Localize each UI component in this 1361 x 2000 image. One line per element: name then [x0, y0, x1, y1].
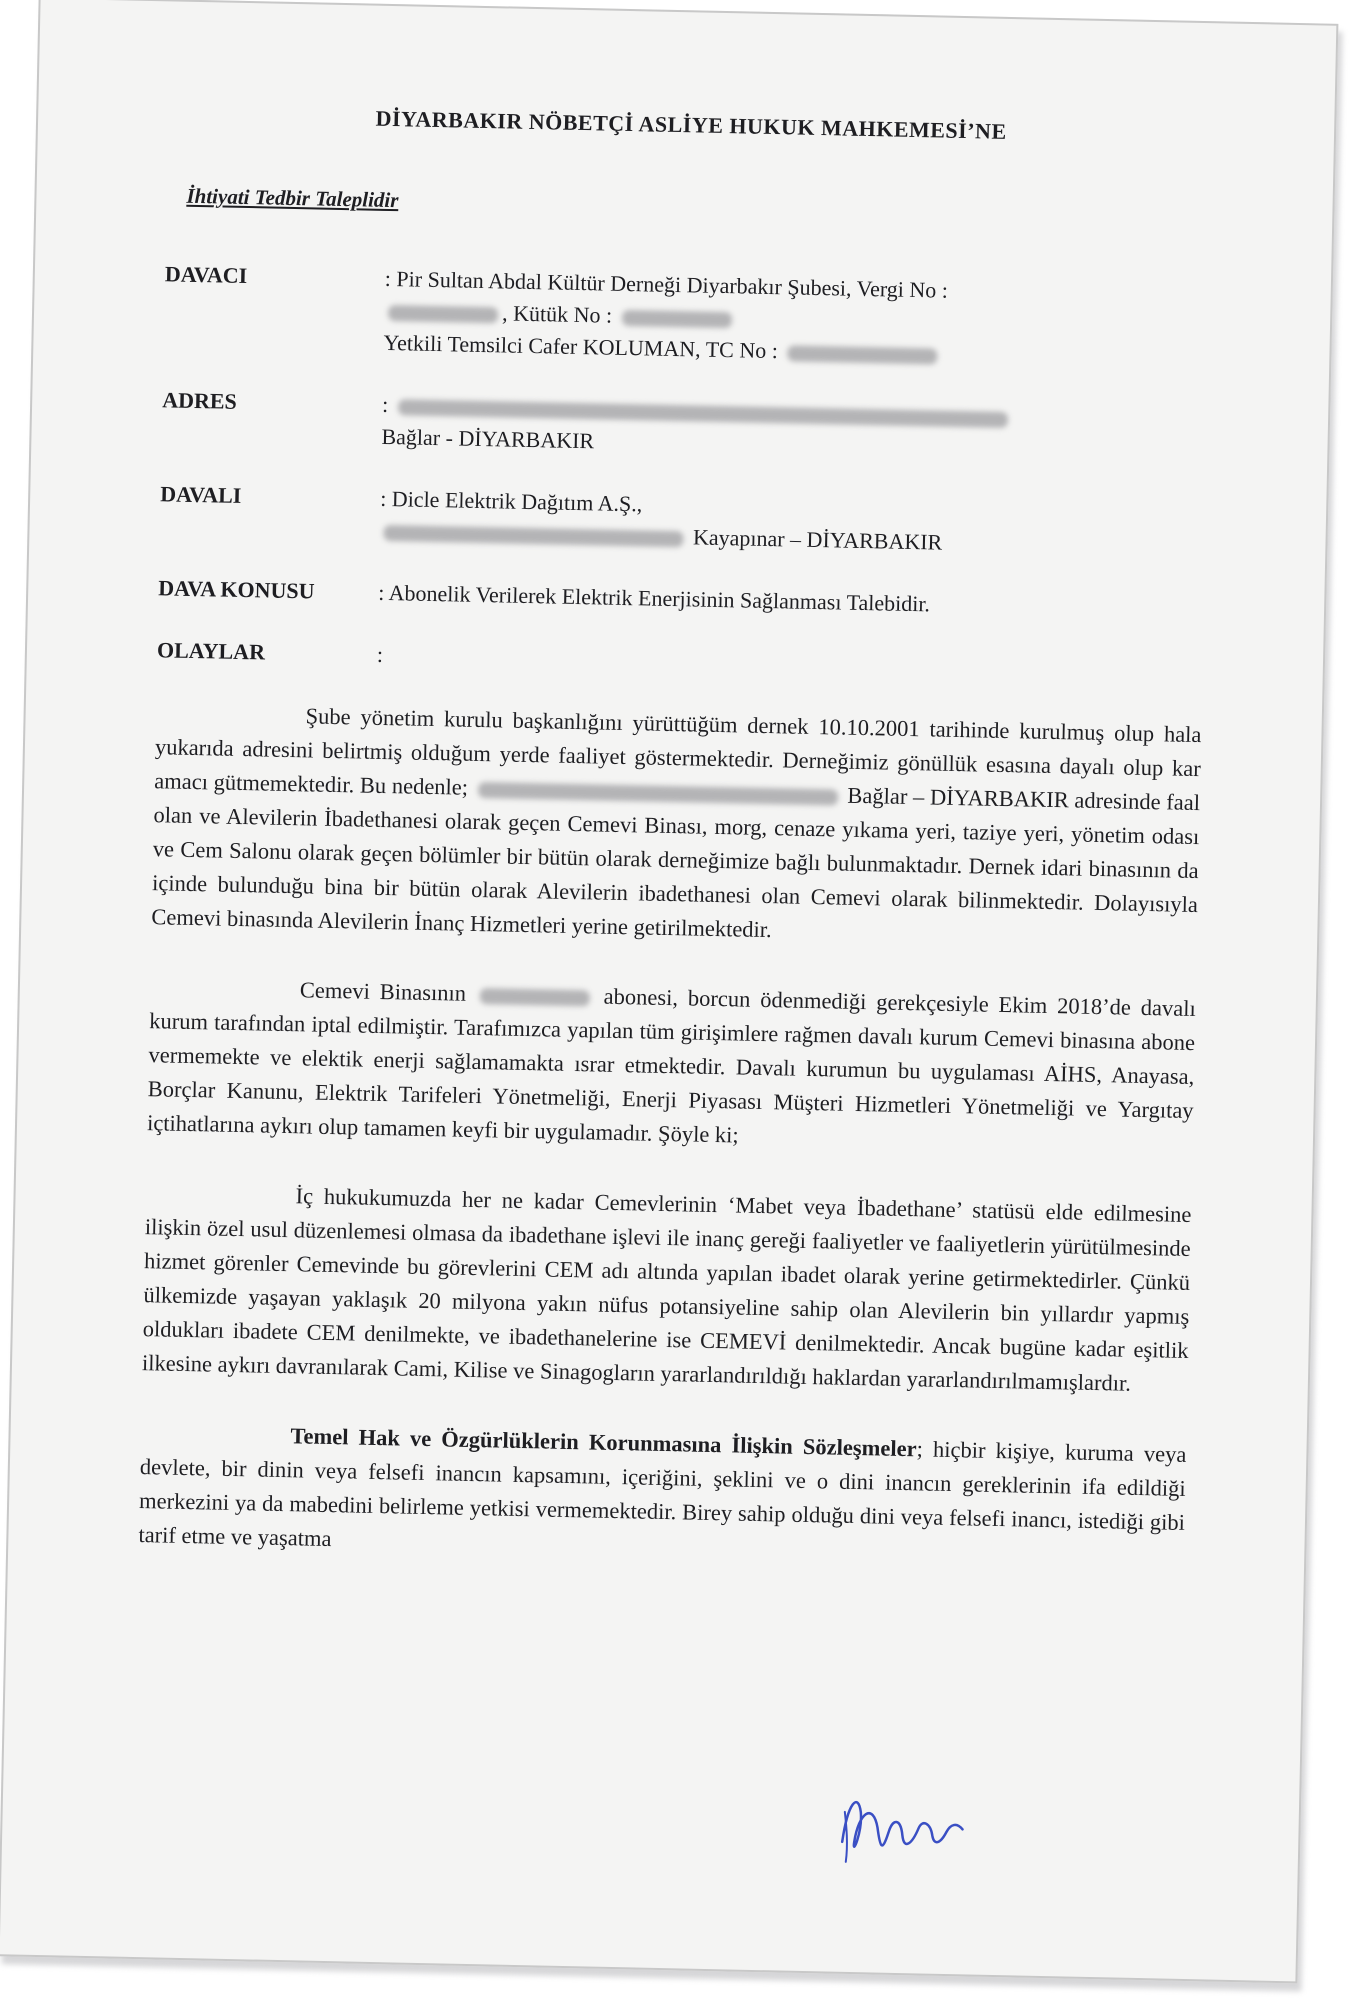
field-davaci	[163, 258, 1211, 376]
p4-rest: ; hiçbir kişiye, kuruma veya devlete, bir dinin veya felsefi inancın kapsamını, içeriğini, şeklini ve o dini inancın gereklerinin ifa edildiği merkezini ya da mabedini belirleme yetkisi vermemektedir. Birey sahip olduğu dini veya felsefi inancı, istediği gibi tarif etme ve yaşatma	[138, 1436, 1187, 1552]
redacted-tax-no	[388, 305, 498, 323]
adres-line1: :	[381, 391, 389, 418]
p4-bold-heading: Temel Hak ve Özgürlüklerin Korunmasına İlişkin Sözleşmeler	[290, 1423, 917, 1462]
p1-part-b: Bağlar – DİYARBAKIR adresinde faal olan ve Alevilerin İbadethanesi olarak geçen Cemevi Binası, morg, cenaze yıkama yeri, taziye yeri, yönetim odası ve Cem Salonu olarak geçen bölümler bir bütün olarak derneğimize bağlı bulunmaktadır. Dernek idari binasının da içinde bulunduğu bina bir bütün olarak Alevilerin ibadethanesi olan Cemevi olarak bilinmektedir. Dolayısıyla Cemevi binasında Alevilerin İnanç Hizmetleri yerine getirilmektedir.	[151, 782, 1201, 943]
p2-part-a: Cemevi Binasının	[299, 977, 467, 1006]
document-subtitle: İhtiyati Tedbir Taleplidir	[186, 183, 399, 213]
adres-value	[381, 389, 1208, 470]
konu-value: : Abonelik Verilerek Elektrik Enerjisinin Sağlanması Talebidir.	[378, 579, 931, 617]
field-davali	[159, 478, 1206, 564]
davaci-line2: , Kütük No :	[501, 300, 613, 328]
field-adres	[161, 384, 1208, 470]
paragraph-4	[138, 1416, 1187, 1574]
redacted-cemevi-address	[478, 782, 838, 806]
olaylar-label: OLAYLAR	[156, 637, 266, 665]
paragraph-3: İç hukukumuzda her ne kadar Cemevlerinin ‘Mabet veya İbadethane’ statüsü elde edilmesine ilişkin özel usul düzenlemesi olmasa da ibadethane işlevi ile inanç gereği faaliyetler ve faaliyetlerin yürütülmesinde hizmet görenler Cemevinde bu görevlerini CEM adı altında yapılan ibadet olarak yerine getirmektedirler. Çünkü ülkemizde yaşayan yaklaşık 20 milyona yakın nüfus potansiyeline sahip olan Alevilerin bin yıllardır yapmış oldukları ibadete CEM denilmekte, ve ibadethanelerine ise CEMEVİ denilmektedir. Ancak bugüne kadar eşitlik ilkesine aykırı davranılarak Cami, Kilise ve Sinagogların yararlandırıldığı haklardan yararlandırılmamışlardır.	[141, 1183, 1192, 1396]
konu-label: DAVA KONUSU	[158, 575, 315, 604]
paragraph-2	[147, 970, 1196, 1162]
field-dava-konusu	[158, 572, 1204, 626]
p2-part-b: abonesi, borcun ödenmediği gerekçesiyle Ekim 2018’de davalı kurum tarafından iptal edilmiştir. Tarafımızca yapılan tüm girişimlere rağmen davalı kurum Cemevi binasına abone vermemekte ve elektik enerji sağlamamakta ısrar etmektedir. Davalı kurumun bu uygulaması AİHS, Anayasa, Borçlar Kanunu, Elektrik Tarifeleri Yönetmeliği, Enerji Piyasası Müşteri Hizmetleri Yönetmeliği ve Yargıtay içtihatlarına aykırı olup tamamen keyfi bir uygulamadır. Şöyle ki;	[146, 983, 1197, 1148]
redacted-registry-no	[621, 310, 731, 328]
davaci-line1: : Pir Sultan Abdal Kültür Derneği Diyarbakır Şubesi, Vergi No :	[384, 265, 949, 303]
p1-part-a: Şube yönetim kurulu başkanlığını yürüttüğüm dernek 10.10.2001 tarihinde kurulmuş olup hala yukarıda adresini belirtmiş olduğum yerde faaliyet göstermektedir. Derneğimiz gönüllük esasına dayalı olup kar amacı gütmemektedir. Bu nedenle;	[154, 703, 1202, 800]
olaylar-value: :	[376, 641, 384, 667]
field-olaylar	[157, 634, 1203, 688]
page-title: DİYARBAKIR NÖBETÇİ ASLİYE HUKUK MAHKEMESİ’NE	[375, 105, 1007, 144]
davaci-line3: Yetkili Temsilci Cafer KOLUMAN, TC No :	[383, 329, 779, 364]
redacted-address	[398, 399, 1008, 428]
davaci-label: DAVACI	[164, 261, 248, 289]
redacted-tc-no	[787, 345, 937, 364]
signature-icon	[822, 1771, 1004, 1875]
adres-label: ADRES	[161, 387, 238, 414]
davali-line2: Kayapınar – DİYARBAKIR	[692, 524, 943, 555]
redacted-subscription-no	[480, 988, 590, 1006]
redacted-defendant-address	[383, 525, 683, 547]
davali-value	[379, 483, 1206, 564]
davali-line1: : Dicle Elektrik Dağıtım A.Ş.,	[379, 485, 643, 517]
paragraph-1	[151, 696, 1202, 956]
adres-line2: Bağlar - DİYARBAKIR	[381, 423, 595, 454]
davali-label: DAVALI	[160, 481, 242, 508]
davaci-value	[383, 263, 1211, 376]
